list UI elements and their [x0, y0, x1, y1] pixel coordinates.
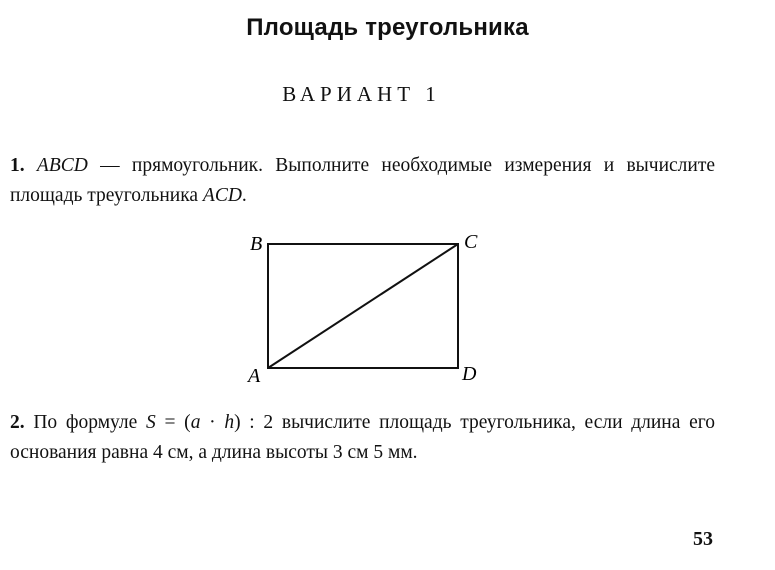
task-2-number: 2. [10, 412, 25, 433]
task-1 [10, 151, 715, 211]
task-2-text-b: ) : 2 вычислите площадь треугольника, если длина его основания равна 4 см, а длина высоты 3 см 5 мм. [10, 412, 716, 463]
formula-a: a [190, 412, 201, 433]
task-1-number: 1. [10, 155, 25, 176]
variant-heading: ВАРИАНТ 1 [282, 82, 441, 106]
task-1-text-b: . [241, 185, 247, 206]
rectangle-diagram [240, 228, 500, 388]
page-title: Площадь треугольника [246, 14, 529, 41]
vertex-label-b: B [250, 233, 263, 255]
formula-dot: · [200, 412, 225, 433]
task-1-triangle-name: ACD [202, 185, 242, 206]
task-2-text-a: По формуле [24, 412, 147, 433]
task-1-rect-name: ABCD [36, 155, 88, 176]
formula-eq-open: = ( [155, 412, 191, 433]
diagonal-ac [268, 244, 458, 368]
task-1-text-a: — прямоугольник. Выполните необходимые измерения и вычислите площадь треугольника [10, 155, 715, 206]
formula-s: S [146, 412, 156, 433]
vertex-label-c: C [464, 231, 478, 253]
page-number: 53 [693, 528, 713, 550]
formula-h: h [224, 412, 235, 433]
vertex-label-d: D [462, 363, 477, 385]
task-2 [10, 408, 715, 468]
vertex-label-a: A [248, 365, 261, 387]
